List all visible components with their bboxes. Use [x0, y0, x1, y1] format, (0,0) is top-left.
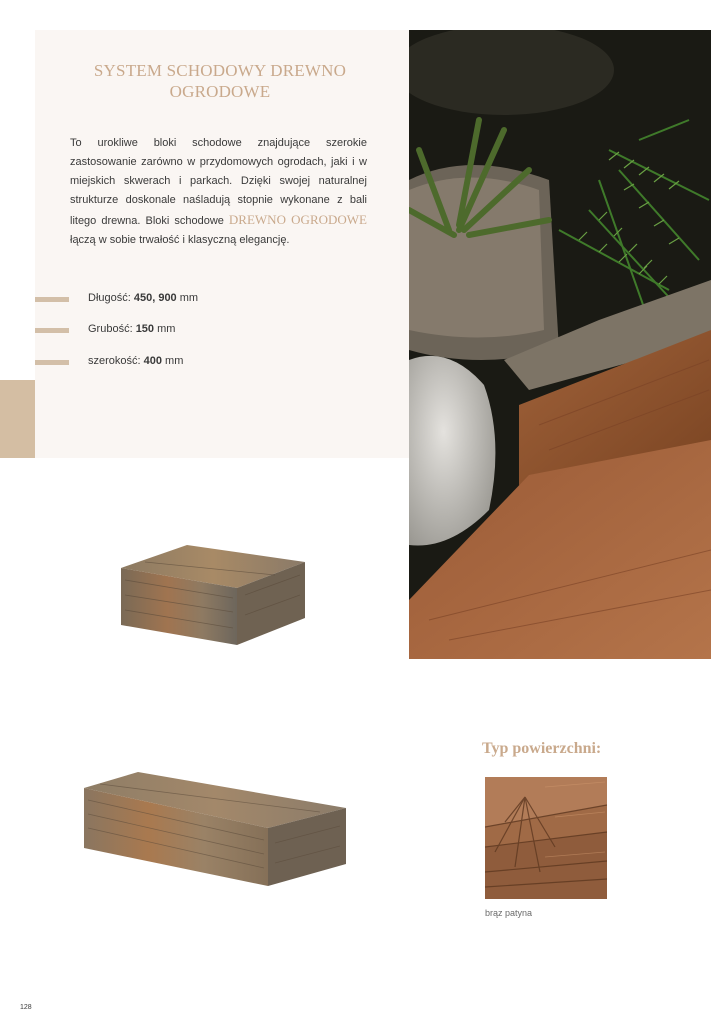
description-text: To urokliwe bloki schodowe znajdujące szerokie zastosowanie zarówno w przydomowych ogrodach, jaki i w miejskich skwerach i parkach. Dzięki swojej naturalnej strukturze doskonale naśladują stopnie wykonane z bali litego drewna. Bloki schodowe — [70, 137, 367, 227]
spec-width — [35, 353, 335, 373]
spec-bar — [35, 328, 69, 333]
spec-value: 400 — [143, 355, 162, 367]
page-title — [80, 60, 360, 102]
surface-swatch-label: brąz patyna — [485, 908, 533, 918]
short-step-block-image — [115, 540, 310, 650]
spec-bar — [35, 297, 69, 302]
surface-type-heading: Typ powierzchni: — [482, 740, 602, 757]
description-text-end: łączą w sobie trwałość i klasyczną elegancję. — [70, 234, 290, 246]
side-tab-marker — [0, 380, 35, 458]
spec-value: 150 — [135, 323, 155, 335]
spec-unit: mm — [154, 323, 176, 335]
page-number: 128 — [20, 1004, 32, 1011]
spec-text — [88, 355, 183, 367]
long-step-block-image — [80, 768, 350, 890]
title-line-2: OGRODOWE — [169, 82, 271, 101]
spec-value: 450, 900 — [133, 292, 177, 304]
garden-steps-photo — [409, 30, 711, 659]
spec-text — [88, 292, 198, 304]
intro-panel — [35, 30, 409, 458]
spec-length — [35, 290, 335, 310]
surface-swatch-image — [485, 777, 607, 899]
title-line-1: SYSTEM SCHODOWY DREWNO — [93, 61, 347, 80]
description-paragraph — [70, 134, 367, 250]
product-name-highlight: DREWNO OGRODOWE — [228, 212, 367, 227]
spec-unit: mm — [176, 292, 199, 304]
spec-text — [88, 323, 175, 335]
spec-unit: mm — [162, 355, 184, 367]
spec-label: Grubość: — [88, 323, 136, 335]
spec-bar — [35, 360, 69, 365]
spec-label: szerokość: — [88, 355, 144, 367]
spec-label: Długość: — [88, 292, 134, 304]
spec-thickness — [35, 321, 335, 341]
